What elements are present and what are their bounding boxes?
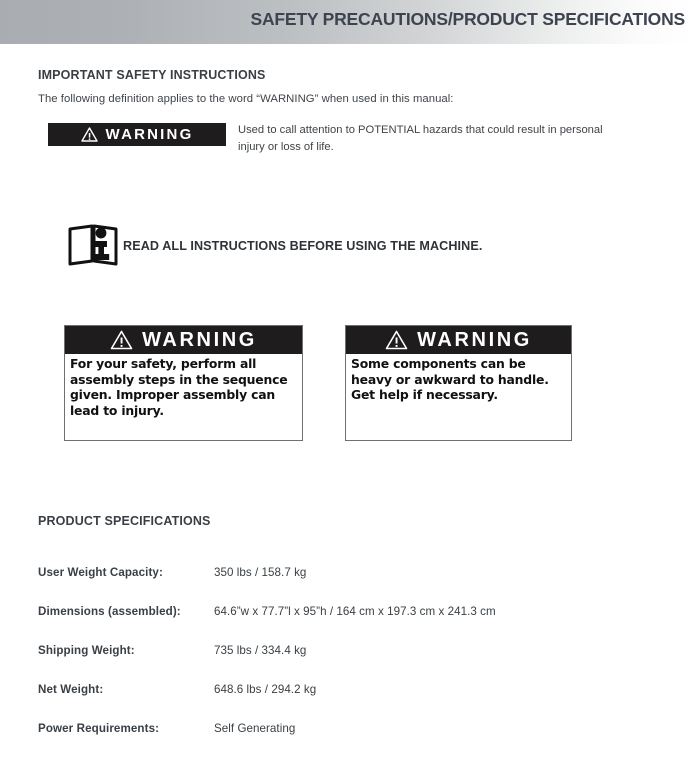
spec-value: 64.6”w x 77.7”l x 95”h / 164 cm x 197.3 cm x 241.3 cm: [214, 605, 496, 618]
heavy-components-warning-box: [345, 325, 572, 441]
read-instructions-row: [68, 222, 482, 270]
warning-definition-banner: [48, 123, 226, 146]
warning-definition-intro: The following definition applies to the word “WARNING” when used in this manual:: [38, 93, 454, 105]
warning-box-label: WARNING: [417, 329, 532, 351]
table-row: [38, 722, 558, 761]
spec-label: Power Requirements:: [38, 722, 160, 735]
table-row: [38, 605, 558, 644]
warning-box-body-text: Some components can be heavy or awkward to handle. Get help if necessary.: [351, 356, 549, 403]
safety-instructions-heading: IMPORTANT SAFETY INSTRUCTIONS: [38, 68, 266, 82]
warning-box-label: WARNING: [142, 329, 257, 351]
open-book-info-icon: [68, 222, 123, 270]
warning-definition-text: Used to call attention to POTENTIAL hazards that could result in personal injury or loss of life.: [238, 124, 603, 153]
warning-box-body-text: For your safety, perform all assembly steps in the sequence given. Improper assembly can lead to injury.: [70, 356, 288, 418]
table-row: [38, 683, 558, 722]
table-row: [38, 644, 558, 683]
read-instructions-label: READ ALL INSTRUCTIONS BEFORE USING THE MACHINE.: [123, 239, 483, 253]
spec-value: Self Generating: [214, 722, 296, 735]
spec-value: 648.6 lbs / 294.2 kg: [214, 683, 317, 696]
table-row: [38, 566, 558, 605]
assembly-sequence-warning-box: [64, 325, 303, 441]
spec-label: Shipping Weight:: [38, 644, 135, 657]
warning-box-header: [346, 326, 571, 354]
spec-table-body: [38, 566, 558, 761]
warning-box-header: [65, 326, 302, 354]
warning-triangle-icon: [81, 127, 98, 142]
warning-triangle-icon: [110, 330, 133, 350]
spec-value: 350 lbs / 158.7 kg: [214, 566, 307, 579]
spec-label: Dimensions (assembled):: [38, 605, 181, 618]
spec-label: Net Weight:: [38, 683, 104, 696]
spec-label: User Weight Capacity:: [38, 566, 163, 579]
page-header-bar: [0, 0, 693, 44]
product-specifications-heading: PRODUCT SPECIFICATIONS: [38, 514, 211, 528]
warning-banner-label: WARNING: [105, 126, 194, 143]
spec-value: 735 lbs / 334.4 kg: [214, 644, 307, 657]
page-title: SAFETY PRECAUTIONS/PRODUCT SPECIFICATIONS: [250, 9, 685, 29]
warning-triangle-icon: [385, 330, 408, 350]
product-specifications-table: [38, 566, 558, 761]
